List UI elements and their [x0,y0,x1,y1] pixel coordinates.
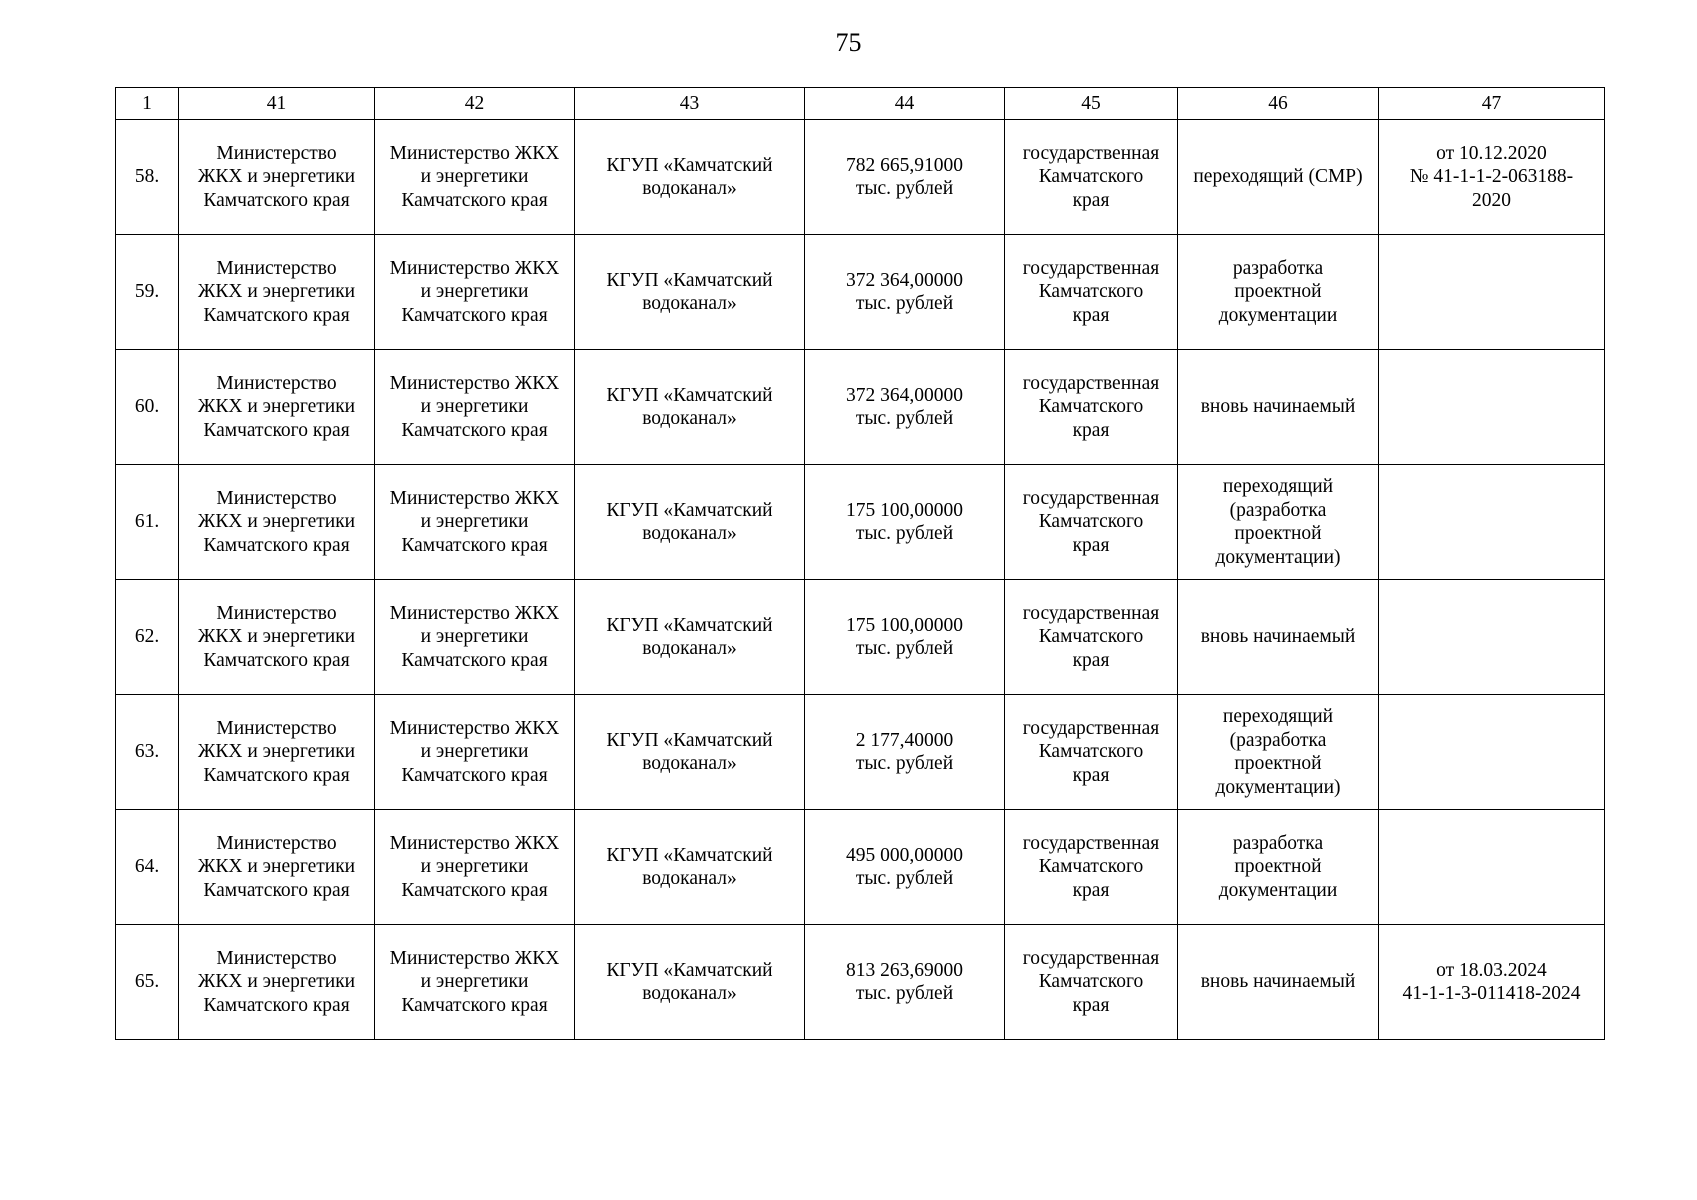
amount-cell: 782 665,91000 тыс. рублей [805,120,1005,235]
row-number-cell: 59. [116,235,179,350]
table-row [116,810,1605,925]
organization-cell: КГУП «Камчатский водоканал» [575,465,805,580]
developer-cell: Министерство ЖКХ и энергетики Камчатского края [375,580,575,695]
customer-cell: Министерство ЖКХ и энергетики Камчатского края [179,350,375,465]
table-row [116,235,1605,350]
amount-cell: 372 364,00000 тыс. рублей [805,235,1005,350]
developer-cell: Министерство ЖКХ и энергетики Камчатского края [375,810,575,925]
row-number-cell: 61. [116,465,179,580]
developer-cell: Министерство ЖКХ и энергетики Камчатского края [375,465,575,580]
data-table [115,87,1605,1040]
status-cell: разработка проектной документации [1178,235,1379,350]
ownership-cell: государственная Камчатского края [1005,810,1178,925]
amount-cell: 2 177,40000 тыс. рублей [805,695,1005,810]
amount-cell: 372 364,00000 тыс. рублей [805,350,1005,465]
row-number-cell: 60. [116,350,179,465]
ownership-cell: государственная Камчатского края [1005,120,1178,235]
status-cell: разработка проектной документации [1178,810,1379,925]
customer-cell: Министерство ЖКХ и энергетики Камчатского края [179,580,375,695]
customer-cell: Министерство ЖКХ и энергетики Камчатского края [179,925,375,1040]
ownership-cell: государственная Камчатского края [1005,580,1178,695]
header-cell: 1 [116,88,179,120]
expertise-cell [1379,580,1605,695]
developer-cell: Министерство ЖКХ и энергетики Камчатского края [375,695,575,810]
status-cell: переходящий (СМР) [1178,120,1379,235]
table-row [116,925,1605,1040]
status-cell: вновь начинаемый [1178,925,1379,1040]
developer-cell: Министерство ЖКХ и энергетики Камчатского края [375,350,575,465]
customer-cell: Министерство ЖКХ и энергетики Камчатского края [179,810,375,925]
header-cell: 47 [1379,88,1605,120]
page-number: 75 [835,28,862,57]
row-number-cell: 65. [116,925,179,1040]
table-body [116,88,1605,1040]
header-cell: 46 [1178,88,1379,120]
expertise-cell [1379,235,1605,350]
ownership-cell: государственная Камчатского края [1005,350,1178,465]
customer-cell: Министерство ЖКХ и энергетики Камчатского края [179,695,375,810]
expertise-cell: от 18.03.2024 41-1-1-3-011418-2024 [1379,925,1605,1040]
row-number-cell: 62. [116,580,179,695]
expertise-cell: от 10.12.2020 № 41-1-1-2-063188- 2020 [1379,120,1605,235]
amount-cell: 495 000,00000 тыс. рублей [805,810,1005,925]
header-cell: 45 [1005,88,1178,120]
table-row [116,695,1605,810]
expertise-cell [1379,465,1605,580]
row-number-cell: 64. [116,810,179,925]
status-cell: вновь начинаемый [1178,580,1379,695]
row-number-cell: 58. [116,120,179,235]
amount-cell: 175 100,00000 тыс. рублей [805,465,1005,580]
status-cell: переходящий (разработка проектной документации) [1178,465,1379,580]
table-row [116,465,1605,580]
customer-cell: Министерство ЖКХ и энергетики Камчатского края [179,120,375,235]
row-number-cell: 63. [116,695,179,810]
organization-cell: КГУП «Камчатский водоканал» [575,695,805,810]
header-cell: 41 [179,88,375,120]
ownership-cell: государственная Камчатского края [1005,925,1178,1040]
customer-cell: Министерство ЖКХ и энергетики Камчатского края [179,235,375,350]
ownership-cell: государственная Камчатского края [1005,235,1178,350]
organization-cell: КГУП «Камчатский водоканал» [575,350,805,465]
status-cell: переходящий (разработка проектной документации) [1178,695,1379,810]
expertise-cell [1379,350,1605,465]
expertise-cell [1379,810,1605,925]
developer-cell: Министерство ЖКХ и энергетики Камчатского края [375,925,575,1040]
ownership-cell: государственная Камчатского края [1005,465,1178,580]
header-row [116,88,1605,120]
amount-cell: 175 100,00000 тыс. рублей [805,580,1005,695]
table-row [116,120,1605,235]
organization-cell: КГУП «Камчатский водоканал» [575,810,805,925]
customer-cell: Министерство ЖКХ и энергетики Камчатского края [179,465,375,580]
table-row [116,350,1605,465]
header-cell: 44 [805,88,1005,120]
header-cell: 43 [575,88,805,120]
developer-cell: Министерство ЖКХ и энергетики Камчатского края [375,120,575,235]
organization-cell: КГУП «Камчатский водоканал» [575,235,805,350]
organization-cell: КГУП «Камчатский водоканал» [575,925,805,1040]
amount-cell: 813 263,69000 тыс. рублей [805,925,1005,1040]
header-cell: 42 [375,88,575,120]
status-cell: вновь начинаемый [1178,350,1379,465]
expertise-cell [1379,695,1605,810]
table-row [116,580,1605,695]
organization-cell: КГУП «Камчатский водоканал» [575,580,805,695]
organization-cell: КГУП «Камчатский водоканал» [575,120,805,235]
ownership-cell: государственная Камчатского края [1005,695,1178,810]
developer-cell: Министерство ЖКХ и энергетики Камчатского края [375,235,575,350]
